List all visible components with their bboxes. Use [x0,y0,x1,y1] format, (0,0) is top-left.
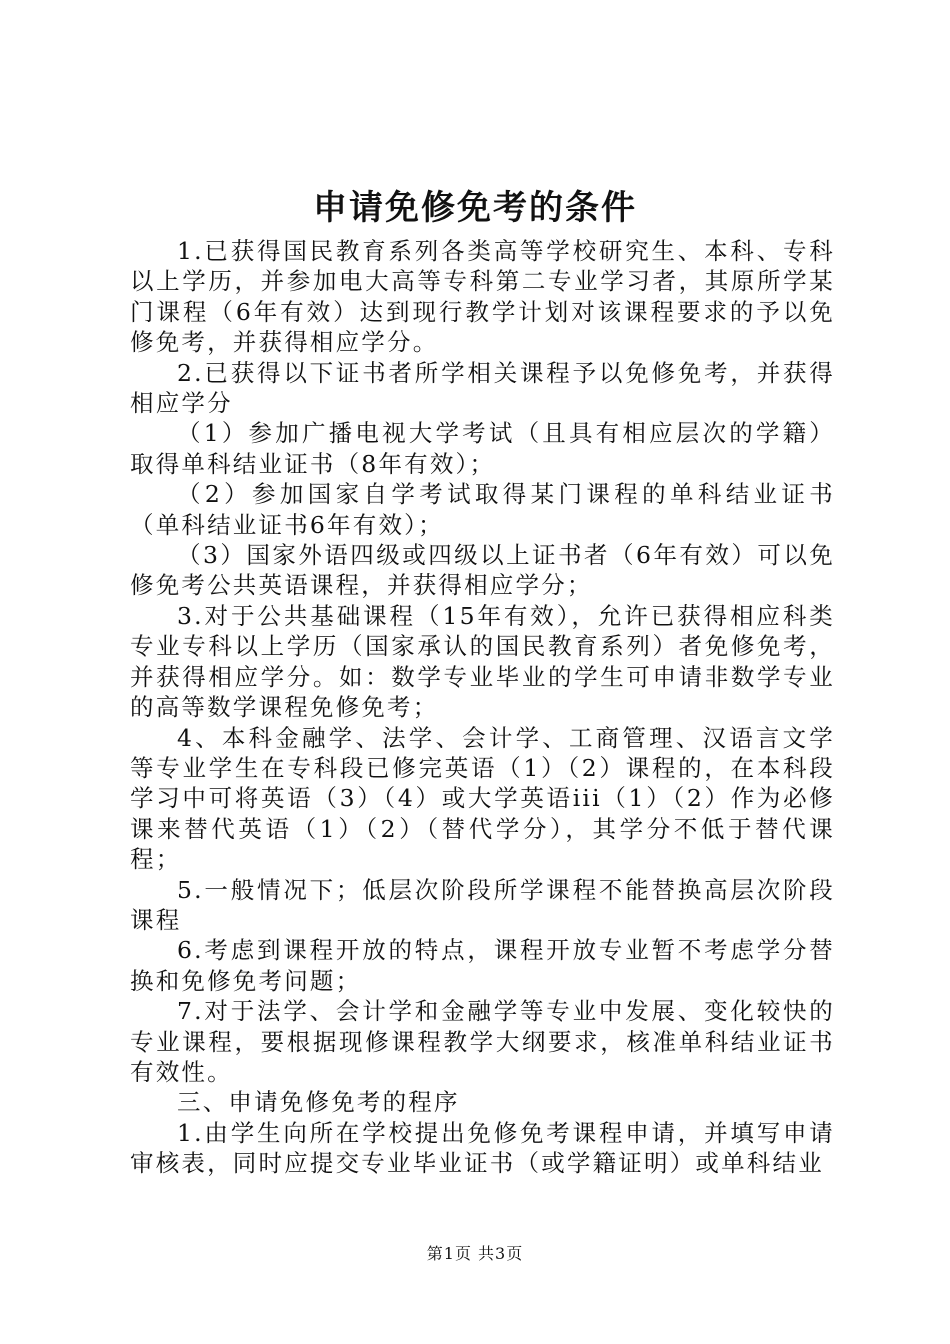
paragraph: 1.由学生向所在学校提出免修免考课程申请，并填写申请审核表，同时应提交专业毕业证书（或学籍证明）或单科结业 [130,1118,835,1178]
paragraph: 6.考虑到课程开放的特点，课程开放专业暂不考虑学分替换和免修免考问题； [130,936,835,995]
paragraph: （3）国家外语四级或四级以上证书者（6年有效）可以免修免考公共英语课程，并获得相应学分； [130,541,835,600]
document-body [130,236,835,1179]
paragraph: （1）参加广播电视大学考试（且具有相应层次的学籍）取得单科结业证书（8年有效）； [130,419,835,478]
document-title: 申请免修免考的条件 [313,188,637,228]
paragraph: 2.已获得以下证书者所学相关课程予以免修免考，并获得相应学分 [130,358,835,418]
paragraph: （2）参加国家自学考试取得某门课程的单科结业证书（单科结业证书6年有效）； [130,480,835,539]
paragraph: 5.一般情况下；低层次阶段所学课程不能替换高层次阶段课程 [130,875,835,934]
paragraph: 4、本科金融学、法学、会计学、工商管理、汉语言文学等专业学生在专科段已修完英语（1）（2）课程的，在本科段学习中可将英语（3）（4）或大学英语iii（1）（2）作为必修课来替代英语（1）（2）（替代学分），其学分不低于替代课程； [130,723,835,874]
paragraph: 3.对于公共基础课程（15年有效），允许已获得相应科类专业专科以上学历（国家承认的国民教育系列）者免修免考，并获得相应学分。如：数学专业毕业的学生可申请非数学专业的高等数学课程免修免考； [130,601,835,722]
paragraph: 1.已获得国民教育系列各类高等学校研究生、本科、专科以上学历，并参加电大高等专科第二专业学习者，其原所学某门课程（6年有效）达到现行教学计划对该课程要求的予以免修免考，并获得相应学分。 [130,237,835,357]
page-number: 第1页 共3页 [426,1244,524,1263]
paragraph: 三、申请免修免考的程序 [177,1088,460,1117]
paragraph: 7.对于法学、会计学和金融学等专业中发展、变化较快的专业课程，要根据现修课程教学大纲要求，核准单科结业证书有效性。 [130,997,835,1086]
